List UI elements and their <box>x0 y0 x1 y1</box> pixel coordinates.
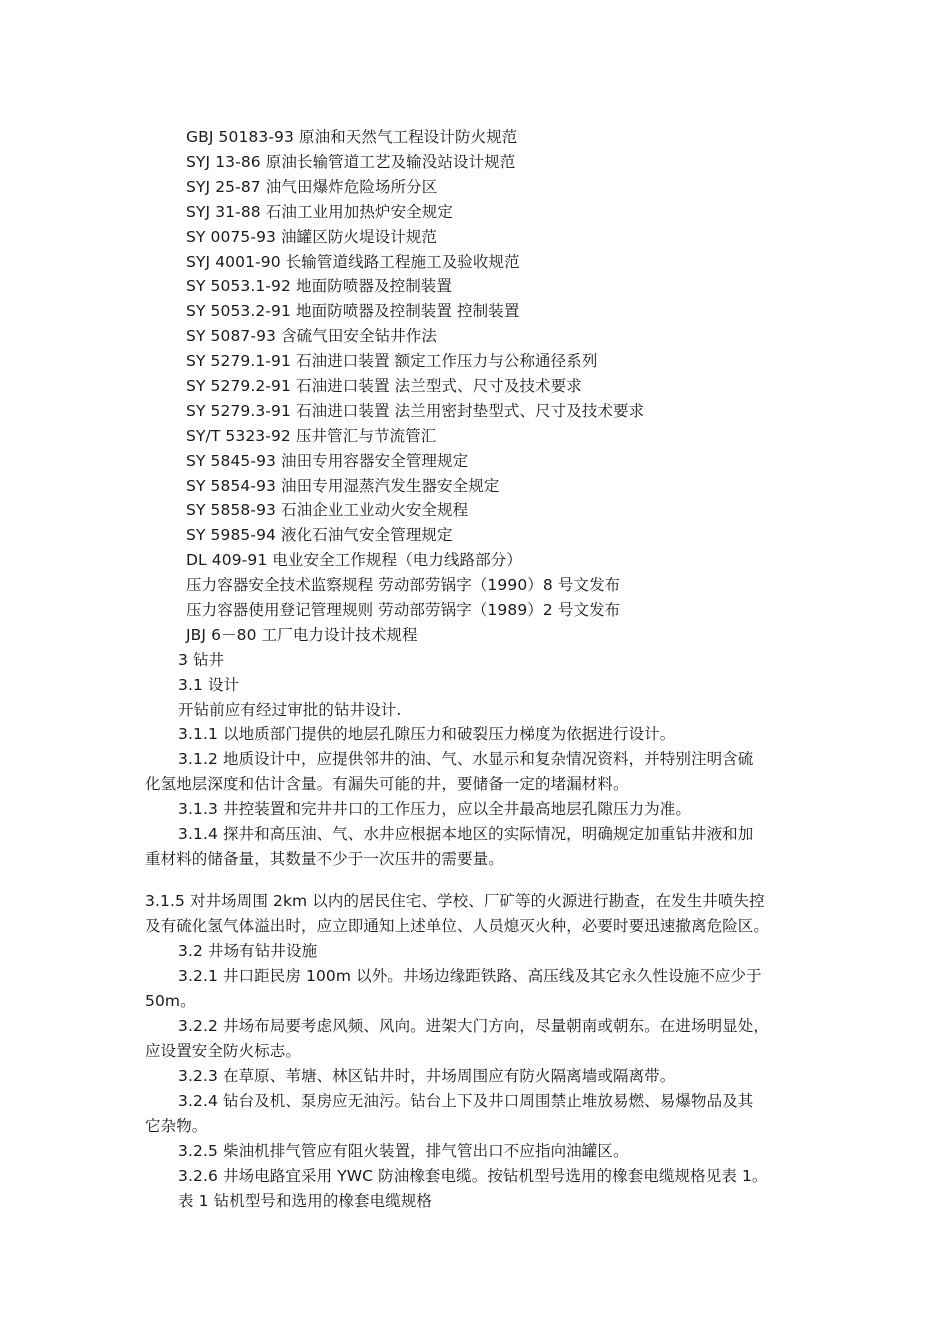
reference-item: SY 5985-94 液化石油气安全管理规定 <box>186 526 453 544</box>
paragraph-continuation: 它杂物。 <box>145 1117 208 1135</box>
reference-item: SY 5858-93 石油企业工业动火安全规程 <box>186 501 469 519</box>
paragraph-continuation: 化氢地层深度和估计含量。有漏失可能的井，要储备一定的堵漏材料。 <box>145 775 629 793</box>
reference-item: SY 5854-93 油田专用湿蒸汽发生器安全规定 <box>186 477 500 495</box>
paragraph: 3.2.1 井口距民房 100m 以外。井场边缘距铁路、高压线及其它永久性设施不应少于 <box>178 967 762 985</box>
reference-item: 压力容器安全技术监察规程 劳动部劳锅字（1990）8 号文发布 <box>186 576 621 594</box>
paragraph: 3.1.4 探井和高压油、气、水井应根据本地区的实际情况，明确规定加重钻井液和加 <box>178 825 754 843</box>
paragraph: 3.2.3 在草原、苇塘、林区钻井时，井场周围应有防火隔离墙或隔离带。 <box>178 1067 676 1085</box>
paragraph-continuation: 重材料的储备量，其数量不少于一次压井的需要量。 <box>145 850 504 868</box>
reference-item: SY/T 5323-92 压井管汇与节流管汇 <box>186 427 437 445</box>
paragraph-continuation: 及有硫化氢气体溢出时，应立即通知上述单位、人员熄灭火种，必要时要迅速撤离危险区。 <box>145 917 770 935</box>
section-heading: 3 钻井 <box>178 651 225 669</box>
paragraph-continuation: 50m。 <box>145 992 196 1010</box>
table-caption: 表 1 钻机型号和选用的橡套电缆规格 <box>178 1192 433 1210</box>
reference-item: JBJ 6－80 工厂电力设计技术规程 <box>186 626 418 644</box>
reference-item: 压力容器使用登记管理规则 劳动部劳锅字（1989）2 号文发布 <box>186 601 621 619</box>
subsection-heading: 3.1 设计 <box>178 676 240 694</box>
reference-item: SY 5845-93 油田专用容器安全管理规定 <box>186 452 469 470</box>
reference-item: GBJ 50183-93 原油和天然气工程设计防火规范 <box>186 128 518 146</box>
subsection-heading: 3.2 井场有钻井设施 <box>178 942 318 960</box>
reference-item: SYJ 13-86 原油长输管道工艺及输没站设计规范 <box>186 153 516 171</box>
reference-item: SY 5279.1-91 石油进口装置 额定工作压力与公称通径系列 <box>186 352 598 370</box>
reference-item: SY 5053.2-91 地面防喷器及控制装置 控制装置 <box>186 302 520 320</box>
reference-item: SYJ 25-87 油气田爆炸危险场所分区 <box>186 178 438 196</box>
paragraph: 3.1.5 对井场周围 2km 以内的居民住宅、学校、厂矿等的火源进行勘查，在发生井喷失控 <box>145 892 765 910</box>
reference-item: SYJ 31-88 石油工业用加热炉安全规定 <box>186 203 453 221</box>
paragraph-continuation: 应设置安全防火标志。 <box>145 1042 302 1060</box>
paragraph: 3.1.2 地质设计中，应提供邻井的油、气、水显示和复杂情况资料，并特别注明含硫 <box>178 750 754 768</box>
reference-item: SYJ 4001-90 长输管道线路工程施工及验收规范 <box>186 253 520 271</box>
paragraph: 3.1.3 井控装置和完井井口的工作压力，应以全井最高地层孔隙压力为准。 <box>178 800 691 818</box>
paragraph: 3.2.5 柴油机排气管应有阻火装置，排气管出口不应指向油罐区。 <box>178 1142 629 1160</box>
paragraph: 3.2.2 井场布局要考虑风频、风向。进架大门方向，尽量朝南或朝东。在进场明显处， <box>178 1017 769 1035</box>
paragraph: 3.1.1 以地质部门提供的地层孔隙压力和破裂压力梯度为依据进行设计。 <box>178 725 676 743</box>
reference-item: SY 0075-93 油罐区防火堤设计规范 <box>186 228 438 246</box>
reference-item: DL 409-91 电业安全工作规程（电力线路部分） <box>186 551 522 569</box>
paragraph: 3.2.6 井场电路宜采用 YWC 防油橡套电缆。按钻机型号选用的橡套电缆规格见表 1。 <box>178 1167 768 1185</box>
paragraph: 3.2.4 钻台及机、泵房应无油污。钻台上下及井口周围禁止堆放易燃、易爆物品及其 <box>178 1092 754 1110</box>
reference-item: SY 5279.3-91 石油进口装置 法兰用密封垫型式、尺寸及技术要求 <box>186 402 645 420</box>
reference-item: SY 5279.2-91 石油进口装置 法兰型式、尺寸及技术要求 <box>186 377 582 395</box>
reference-item: SY 5053.1-92 地面防喷器及控制装置 <box>186 277 453 295</box>
paragraph: 开钻前应有经过审批的钻井设计. <box>178 701 402 719</box>
reference-item: SY 5087-93 含硫气田安全钻井作法 <box>186 327 438 345</box>
